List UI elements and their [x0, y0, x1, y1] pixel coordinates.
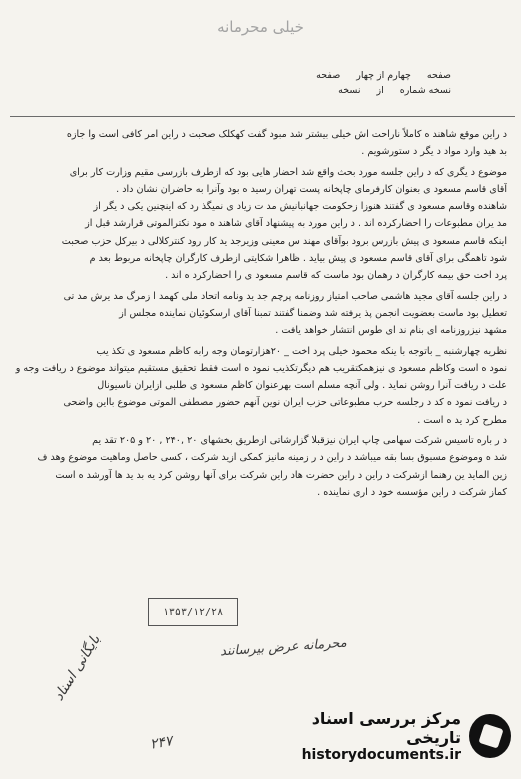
- text-line: مد یران مطبوعات را احضارکرده اند . د راین مورد به پیشنهاد آقای شاهند ه مود نکترالموتی قرارشد قبل از: [85, 218, 507, 230]
- copy-label: نسخه شماره: [399, 85, 451, 96]
- text-line: د ر باره تاسیس شرکت سهامی چاپ ایران نیزقبلا گزارشاتی ازطریق بخشهای ۲۰ ,۲۴۰ , ۲۰ و ۲۰۵ تقد یم: [92, 435, 507, 447]
- watermark-title: مرکز بررسی اسناد تاریخی: [311, 709, 462, 747]
- handwritten-note: بایگانی اسناد: [50, 632, 104, 704]
- text-line: علت د ریافت آنرا روشن نماید . ولی آنچه مسلم است بهرعنوان کاظم مسعود ی طلبی ازایران ناسیونال: [97, 380, 507, 392]
- paragraph-5: [14, 432, 507, 501]
- text-line: د راین جلسه آقای مجید هاشمی صاحب امتیاز روزنامه پرچم جد ید ونامه اتحاد ملی کهمد ا زمرگ مد یرش مد تی: [63, 290, 507, 302]
- page-label-right: صفحه: [316, 70, 341, 81]
- classification-stamp: خیلی محرمانه: [217, 18, 304, 36]
- paragraph-2: [14, 164, 507, 285]
- text-line: د ریافت نمود ه کد د رجلسه حرب مطبوعاتی حزب ایران نوین آنهم حضور مصطفی الموتی موضوع بااین واضحی: [63, 397, 507, 409]
- text-line: کماز شرکت د راین مؤسسه خود د اری نماینده .: [317, 486, 507, 498]
- archive-logo-icon: [469, 714, 511, 758]
- handwritten-number: ۲۴۷: [148, 733, 174, 753]
- text-line: موضوع د یگری که د راین جلسه مورد بحث واقع شد احضار هایی بود که ازطرف بازرسی مقیم وزارت کار برای: [69, 166, 507, 178]
- text-line: نمود ه است وکاظم مسعود ی نیزهمکتقریب هم دیگرتکذیب نمود ه است فقط تحقیق مستقیم میتواند موضوع د ریافت وجه و: [15, 362, 507, 374]
- header-divider: [10, 116, 515, 117]
- text-line: تعطیل بود ماست بعضویت انجمن پذ یرفته شد وضمنا گفتند تمبنا آقای ارسکوئیان نماینده مجلس از: [119, 307, 507, 319]
- text-line: مطرح کرد ید ه است .: [417, 414, 507, 426]
- text-line: بد هید وارد مواد د یگر د ستورشویم .: [361, 146, 507, 158]
- page-header: [151, 68, 451, 98]
- text-line: پرد اخت حق بیمه کارگران د رهمان بود ماست که قاسم مسعود ی را احضارکرد ه اند .: [165, 270, 507, 282]
- text-line: اینکه قاسم مسعود ی پیش بازرس برود بوآقای مهند س معینی وزیرجد ید کار رود کنترکلالی د بیرکل حزب صحبت: [61, 235, 507, 247]
- copy-from: از: [376, 85, 384, 96]
- watermark-url: historydocuments.ir: [301, 747, 462, 763]
- paragraph-1: [14, 126, 507, 161]
- text-line: نظریه چهارشنبه _ باتوجه با ینکه محمود خیلی پرد اخت _ ۲۰هزارتومان وجه رابه کاظم مسعود ی تکذ یب: [96, 345, 507, 357]
- page-value: چهارم از چهار: [356, 70, 411, 81]
- paragraph-3: [14, 288, 507, 340]
- archive-watermark: [261, 703, 511, 769]
- text-line: شد ه وموضوع مسبوق بسا بقه میباشد د راین د ر زمینه مانیز کمکی ازید شرکت ، کسی حاصل وماهیت موضوع وهد ف: [37, 452, 507, 464]
- text-line: شاهنده وقاسم مسعود ی گفتند هنوزا زحکومت جهانبانیش مد ت زیاد ی نمیگذ رد که اینچنین یکی د یگر از: [93, 201, 507, 213]
- date-stamp: ۱۳۵۳/۱۲/۲۸: [148, 598, 238, 626]
- text-line: مشهد نیزروزنامه ای بنام ند ای طوس انتشار خواهد یافت .: [275, 325, 507, 337]
- page-label: صفحه: [426, 70, 451, 81]
- document-body: [14, 126, 507, 504]
- paragraph-4: [14, 343, 507, 429]
- text-line: آقای قاسم مسعود ی بعنوان کارفرمای چاپخانه پست تهران رسید ه بود وآنرا به حاضران نشان داد .: [116, 183, 507, 195]
- text-line: زین الماید ین رهنما ازشرکت د راین د راین حضرت هاد راین شرکت برای آنها روشن کرد یه بد ید ها آورشد ه است: [55, 469, 507, 481]
- handwritten-note: محرمانه عرض بیرسانند: [219, 635, 348, 660]
- copy-label-right: نسخه: [338, 85, 361, 96]
- text-line: شود تاهمگی برای آقای قاسم مسعود ی پیش بیاید . ظاهرا شکایتی ازطرف کارگران چاپخانه مربوط بعد م: [89, 253, 507, 265]
- text-line: د راین موقع شاهند ه کاملاً ناراحت اش خیلی بیشتر شد مبود گفت کهکلک صحبت د راین امر کافی است وا جازه: [66, 129, 507, 140]
